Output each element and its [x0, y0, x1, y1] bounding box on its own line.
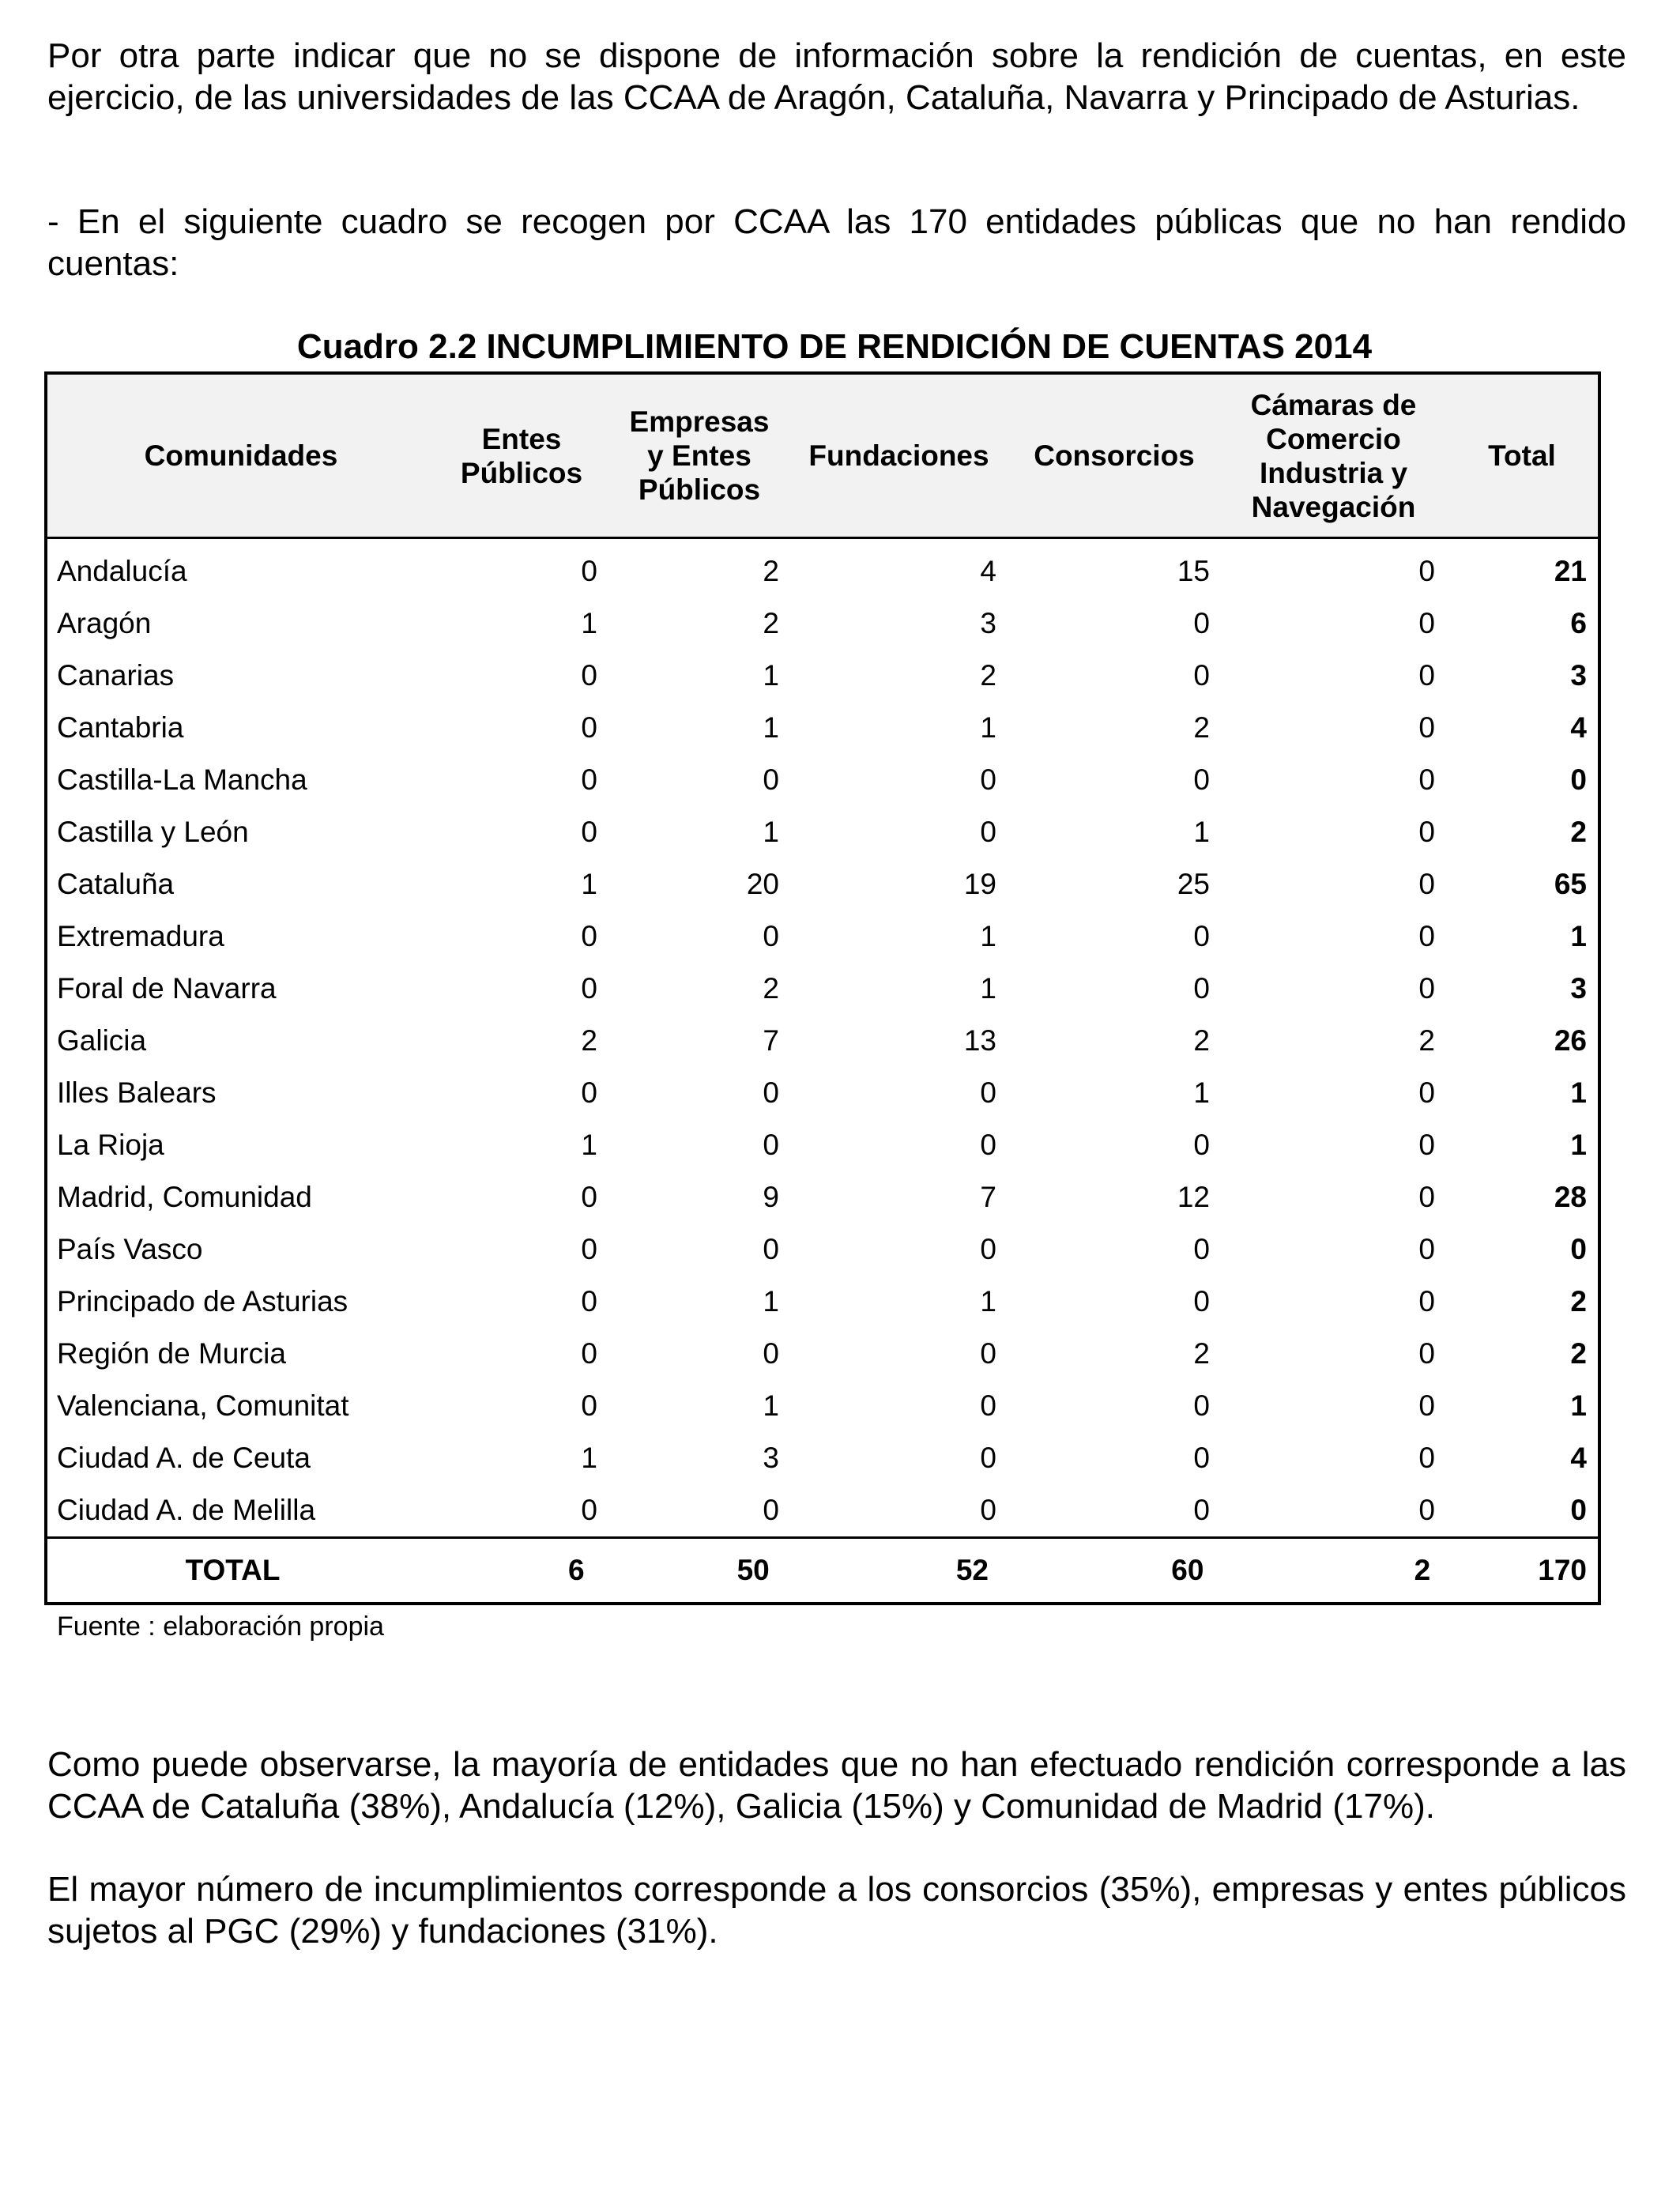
total-camaras: 2 — [1414, 1554, 1431, 1586]
intro-paragraph-1: Por otra parte indicar que no se dispone de información sobre la rendición de cuentas, en este ejercicio, de las universidades de las CCAA de Aragón, Cataluña, Navarra y Principado de Asturias. — [47, 36, 1626, 117]
total-fundaciones: 52 — [955, 1554, 989, 1586]
cell-comunidad: Aragón — [57, 607, 152, 639]
cell-fundaciones: 1 — [980, 711, 996, 744]
cell-camaras: 0 — [1418, 1285, 1435, 1318]
cell-total: 0 — [1570, 763, 1587, 796]
table-row — [47, 702, 1598, 754]
cell-empresas: 9 — [763, 1181, 779, 1213]
cell-entes-publicos: 0 — [581, 659, 597, 692]
cell-empresas: 1 — [763, 1389, 779, 1422]
cell-fundaciones: 13 — [963, 1024, 996, 1057]
cell-entes-publicos: 0 — [581, 816, 597, 848]
cell-consorcios: 0 — [1193, 1442, 1210, 1474]
cell-total: 3 — [1570, 659, 1587, 692]
cell-comunidad: Castilla y León — [57, 816, 249, 848]
cell-consorcios: 12 — [1177, 1181, 1210, 1213]
total-label: TOTAL — [185, 1554, 281, 1586]
cell-fundaciones: 0 — [980, 816, 996, 848]
cell-total: 65 — [1554, 868, 1587, 900]
cell-camaras: 0 — [1418, 1076, 1435, 1109]
total-entes-publicos: 6 — [568, 1554, 585, 1586]
header-comunidades: Comunidades — [144, 439, 338, 472]
cell-fundaciones: 0 — [980, 1442, 996, 1474]
cell-empresas: 0 — [763, 1494, 779, 1526]
table-row — [47, 806, 1598, 858]
cell-camaras: 0 — [1418, 972, 1435, 1005]
cell-fundaciones: 0 — [980, 1337, 996, 1370]
table-source: Fuente : elaboración propia — [57, 1612, 384, 1642]
table-caption: Cuadro 2.2 INCUMPLIMIENTO DE RENDICIÓN DE CUENTAS 2014 — [296, 327, 1373, 366]
cell-total: 0 — [1570, 1233, 1587, 1265]
cell-entes-publicos: 0 — [581, 1285, 597, 1318]
cell-comunidad: Valenciana, Comunitat — [57, 1389, 349, 1422]
cell-comunidad: La Rioja — [57, 1129, 164, 1161]
table-row — [47, 1484, 1598, 1536]
cell-total: 2 — [1570, 1285, 1587, 1318]
cell-comunidad: Región de Murcia — [57, 1337, 286, 1370]
cell-fundaciones: 1 — [980, 920, 996, 952]
cell-comunidad: Ciudad A. de Ceuta — [57, 1442, 311, 1474]
cell-entes-publicos: 0 — [581, 1233, 597, 1265]
cell-camaras: 0 — [1418, 659, 1435, 692]
cell-consorcios: 2 — [1193, 1337, 1210, 1370]
cell-empresas: 0 — [763, 1076, 779, 1109]
cell-total: 1 — [1570, 1389, 1587, 1422]
cell-consorcios: 0 — [1193, 1494, 1210, 1526]
cell-entes-publicos: 0 — [581, 1076, 597, 1109]
cell-total: 4 — [1570, 1442, 1587, 1474]
cell-fundaciones: 3 — [980, 607, 996, 639]
cell-entes-publicos: 1 — [581, 1442, 597, 1474]
compliance-table — [44, 371, 1601, 1605]
table-row — [47, 598, 1598, 650]
header-camaras: Cámaras de Comercio Industria y Navegación — [1250, 388, 1417, 523]
cell-empresas: 1 — [763, 711, 779, 744]
table-row — [47, 754, 1598, 806]
cell-consorcios: 0 — [1193, 1129, 1210, 1161]
cell-camaras: 0 — [1418, 1389, 1435, 1422]
cell-camaras: 0 — [1418, 607, 1435, 639]
cell-empresas: 0 — [763, 1337, 779, 1370]
table-total-row — [47, 1536, 1598, 1602]
cell-total: 2 — [1570, 1337, 1587, 1370]
cell-fundaciones: 0 — [980, 763, 996, 796]
cell-empresas: 0 — [763, 1129, 779, 1161]
cell-entes-publicos: 1 — [581, 868, 597, 900]
total-consorcios: 60 — [1171, 1554, 1204, 1586]
cell-fundaciones: 1 — [980, 972, 996, 1005]
cell-consorcios: 0 — [1193, 1233, 1210, 1265]
cell-consorcios: 0 — [1193, 607, 1210, 639]
table-row — [47, 963, 1598, 1015]
table-row — [47, 910, 1598, 963]
cell-camaras: 2 — [1418, 1024, 1435, 1057]
cell-entes-publicos: 1 — [581, 607, 597, 639]
cell-comunidad: Andalucía — [57, 555, 187, 587]
cell-camaras: 0 — [1418, 868, 1435, 900]
cell-empresas: 0 — [763, 920, 779, 952]
cell-fundaciones: 0 — [980, 1129, 996, 1161]
cell-fundaciones: 4 — [980, 555, 996, 587]
cell-camaras: 0 — [1418, 1494, 1435, 1526]
cell-total: 1 — [1570, 920, 1587, 952]
cell-fundaciones: 0 — [980, 1494, 996, 1526]
total-total: 170 — [1538, 1554, 1587, 1586]
cell-fundaciones: 0 — [980, 1233, 996, 1265]
cell-empresas: 3 — [763, 1442, 779, 1474]
cell-comunidad: Cataluña — [57, 868, 175, 900]
cell-total: 21 — [1554, 555, 1587, 587]
table-row — [47, 1171, 1598, 1223]
cell-comunidad: Illes Balears — [57, 1076, 217, 1109]
table-row — [47, 1328, 1598, 1380]
cell-empresas: 7 — [763, 1024, 779, 1057]
cell-camaras: 0 — [1418, 920, 1435, 952]
cell-consorcios: 0 — [1193, 972, 1210, 1005]
cell-fundaciones: 7 — [980, 1181, 996, 1213]
cell-comunidad: Principado de Asturias — [57, 1285, 348, 1318]
table-row — [47, 1067, 1598, 1119]
cell-fundaciones: 0 — [980, 1076, 996, 1109]
cell-camaras: 0 — [1418, 1442, 1435, 1474]
cell-empresas: 2 — [763, 555, 779, 587]
table-row — [47, 545, 1598, 598]
cell-entes-publicos: 0 — [581, 1494, 597, 1526]
cell-entes-publicos: 1 — [581, 1129, 597, 1161]
cell-empresas: 0 — [763, 1233, 779, 1265]
cell-comunidad: Foral de Navarra — [57, 972, 277, 1005]
cell-fundaciones: 1 — [980, 1285, 996, 1318]
table-header — [47, 375, 1598, 539]
header-empresas: Empresas y Entes Públicos — [629, 405, 770, 506]
cell-total: 1 — [1570, 1129, 1587, 1161]
header-fundaciones: Fundaciones — [808, 439, 989, 472]
cell-consorcios: 25 — [1177, 868, 1210, 900]
cell-comunidad: Castilla-La Mancha — [57, 763, 307, 796]
cell-comunidad: Galicia — [57, 1024, 147, 1057]
cell-entes-publicos: 0 — [581, 555, 597, 587]
cell-consorcios: 2 — [1193, 711, 1210, 744]
cell-entes-publicos: 0 — [581, 1337, 597, 1370]
cell-consorcios: 1 — [1193, 1076, 1210, 1109]
cell-total: 1 — [1570, 1076, 1587, 1109]
cell-consorcios: 0 — [1193, 763, 1210, 796]
cell-consorcios: 0 — [1193, 920, 1210, 952]
cell-total: 6 — [1570, 607, 1587, 639]
table-row — [47, 1015, 1598, 1067]
cell-comunidad: Ciudad A. de Melilla — [57, 1494, 316, 1526]
cell-fundaciones: 0 — [980, 1389, 996, 1422]
table-row — [47, 1380, 1598, 1432]
cell-consorcios: 15 — [1177, 555, 1210, 587]
cell-comunidad: Cantabria — [57, 711, 184, 744]
table-row — [47, 858, 1598, 910]
cell-total: 0 — [1570, 1494, 1587, 1526]
cell-total: 4 — [1570, 711, 1587, 744]
cell-entes-publicos: 0 — [581, 920, 597, 952]
table-row — [47, 650, 1598, 702]
header-entes-publicos: Entes Públicos — [460, 422, 583, 489]
cell-camaras: 0 — [1418, 1129, 1435, 1161]
cell-fundaciones: 19 — [963, 868, 996, 900]
header-total: Total — [1488, 439, 1556, 472]
table-row — [47, 1119, 1598, 1171]
cell-empresas: 2 — [763, 972, 779, 1005]
cell-comunidad: País Vasco — [57, 1233, 203, 1265]
cell-entes-publicos: 2 — [581, 1024, 597, 1057]
cell-total: 26 — [1554, 1024, 1587, 1057]
conclusion-paragraph-1: Como puede observarse, la mayoría de entidades que no han efectuado rendición corresponde a las CCAA de Cataluña (38%), Andalucía (12%), Galicia (15%) y Comunidad de Madrid (17%). — [47, 1745, 1626, 1826]
cell-comunidad: Madrid, Comunidad — [57, 1181, 312, 1213]
cell-entes-publicos: 0 — [581, 763, 597, 796]
cell-empresas: 1 — [763, 816, 779, 848]
table-body — [47, 539, 1598, 1536]
cell-total: 28 — [1554, 1181, 1587, 1213]
conclusion-paragraph-2: El mayor número de incumplimientos corresponde a los consorcios (35%), empresas y entes públicos sujetos al PGC (29%) y fundaciones (31%). — [47, 1870, 1626, 1951]
cell-consorcios: 0 — [1193, 659, 1210, 692]
cell-consorcios: 1 — [1193, 816, 1210, 848]
table-row — [47, 1223, 1598, 1276]
cell-consorcios: 0 — [1193, 1285, 1210, 1318]
cell-empresas: 1 — [763, 1285, 779, 1318]
cell-entes-publicos: 0 — [581, 1389, 597, 1422]
table-row — [47, 1432, 1598, 1484]
cell-empresas: 2 — [763, 607, 779, 639]
cell-camaras: 0 — [1418, 1233, 1435, 1265]
cell-camaras: 0 — [1418, 1181, 1435, 1213]
cell-empresas: 1 — [763, 659, 779, 692]
total-empresas: 50 — [736, 1554, 770, 1586]
intro-paragraph-2: - En el siguiente cuadro se recogen por CCAA las 170 entidades públicas que no han rendido cuentas: — [47, 202, 1626, 283]
cell-comunidad: Canarias — [57, 659, 175, 692]
cell-empresas: 20 — [746, 868, 779, 900]
cell-total: 2 — [1570, 816, 1587, 848]
cell-entes-publicos: 0 — [581, 1181, 597, 1213]
cell-camaras: 0 — [1418, 1337, 1435, 1370]
header-consorcios: Consorcios — [1034, 439, 1195, 472]
cell-total: 3 — [1570, 972, 1587, 1005]
cell-fundaciones: 2 — [980, 659, 996, 692]
cell-empresas: 0 — [763, 763, 779, 796]
cell-camaras: 0 — [1418, 555, 1435, 587]
cell-consorcios: 2 — [1193, 1024, 1210, 1057]
cell-entes-publicos: 0 — [581, 972, 597, 1005]
cell-camaras: 0 — [1418, 711, 1435, 744]
cell-comunidad: Extremadura — [57, 920, 224, 952]
cell-entes-publicos: 0 — [581, 711, 597, 744]
cell-consorcios: 0 — [1193, 1389, 1210, 1422]
table-row — [47, 1276, 1598, 1328]
cell-camaras: 0 — [1418, 763, 1435, 796]
cell-camaras: 0 — [1418, 816, 1435, 848]
